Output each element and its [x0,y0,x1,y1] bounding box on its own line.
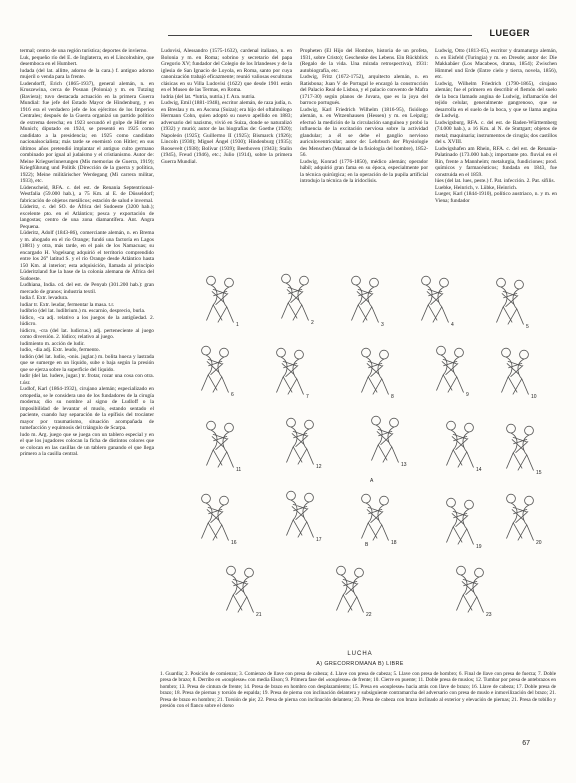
wrestler-head [507,424,516,433]
entry: ludión (del lat. ludio, -onis. juglar.) m. bolita hueca y lastrada que se sumerge en un líquido, sube o baja según la presión que se ejerza sobre la superficie del líquido. [20,353,154,373]
figure-number-label: 5 [526,324,529,330]
wrestling-pair [287,491,314,537]
figure-number-label: 12 [316,464,322,470]
entry: Ludlof, Karl (1864-1932), cirujano alemán; especializado en ortopedia, se le considera uno de los fundadores de la cirugía moderna; dio su nombre al signo de Ludloff o la imposibilidad de levantar el muslo, estando sentado el paciente, cuando hay separación de la epífisis del trocánter mayor por traumatismo, situación acompañada de tumefacción y equimosis del triángulo de Scarpa. [20,386,154,431]
figure-number-label: 15 [536,470,542,476]
wrestler-body [422,285,442,320]
entry: lúes (del lat. lues, peste.) f. Pat. infección. 2. Pat. sífilis. [435,178,555,184]
wrestling-pair [282,274,309,320]
wrestler-head [457,566,466,575]
wrestling-pair [507,424,534,470]
wrestler-body [362,357,382,392]
wrestler-body [287,500,307,535]
figure-number-label: 23 [486,612,492,618]
entry: ludada (del lat. allitte, adorno de la cara.) f. antiguo adorno mujeril o venda para la frente. [20,67,154,80]
entry: Ludwig, Otto (1813-65), escritor y dramaturgo alemán, n. en Eisfeld (Turingia) y m. en Dresde; autor de: Die Makkabäer (Los Macabeos, drama, 1854); Zwischen Himmel und Erde (Entre cielo y tierra, novela, 1856), etc. [435,48,557,80]
wrestling-pair [207,276,234,322]
running-head: LUEGER [489,28,530,38]
wrestler-head [422,276,431,285]
entry: Ludendorff, Erich (1865-1937), general alemán, n. en Kruszewina, cerca de Posnan (Polonia) y m. en Tutzing (Baviera); tuvo destacada actuación en la primera Guerra Mundial: fue jefe del Estado Mayor de Hindenburg, y en 1916 era el verdadero jefe de los ejércitos de los Imperios Centrales; después de la Guerra organizó un partido político de extrema derecha; en 1923 secundó el golpe de Hitler en Munich; diputado en 1924, se presentó en 1925 como candidato a la presidencia; en 1925 como candidato nacionalsocialista; más tarde se enemistó con Hitler; en sus últimos años pretendió implantar el antiguo culto germano combinado por igual al judaísmo y el cristianismo. Autor de: Meine Kriegserinnerungen (Mis memorias de Guerra, 1919); Kriegführung und Politik (Dirección de la guerra y política, 1922); Meine militärischer Werdegang (Mi carrera militar, 1933), etc. [20,80,154,184]
figure-number-label: 10 [531,394,537,400]
wrestler-head [502,348,511,357]
entry: Ludwig, Wilhelm Friedrich (1790-1865), cirujano alemán; fue el primero en describir el flemón del suelo de la boca llamado angina de Ludwig, inflamación del tejido celular, generalmente gangrenoso, que se desarrolla en el suelo de la boca, y que se llama angina de Ludwig. [435,80,557,119]
wrestler-head [300,276,309,285]
wrestler-head [525,496,534,505]
wrestler-head [475,568,484,577]
entry: Lüderitz, Adolf (1843-86), comerciante alemán, n. en Brema y m. ahogado en el río Orange; fundó una factoría en Lagos (1881) y otra, más tarde, en el país de los Namacuas; su encargado H. Vogelsang adquirió el territorio comprendido entre los 26° latitud S. y el río Orange desde Atlántico hasta 150 Km. al interior; esta adquisición, llamada al principio Lüderitzland fue la base de la colonia alemana de África del Sudoeste. [20,230,154,282]
wrestler-body [207,430,227,465]
wrestling-pair [372,416,399,462]
figure-number-label: 14 [476,467,482,473]
figure-number-label: 3 [381,322,384,328]
column-1 [20,48,154,763]
wrestler-body [447,430,467,465]
wrestling-figures-svg [160,256,560,648]
wrestling-pair [227,566,254,612]
figure-number-label: 18 [391,540,397,546]
figure-number-label: 21 [256,612,262,618]
entry: lúdicro, -cra (del lat. ludicrus.) adj. perteneciente al juego como diversión. 2. lúdico; relativo al juego. [20,327,154,340]
wrestler-body [337,575,357,610]
wrestling-pair [502,348,529,394]
wrestler-head [455,348,464,357]
wrestler-head [202,346,211,355]
wrestler-head [277,348,286,357]
wrestler-body [457,575,477,610]
entry: lúdico, -ca adj. relativo a los juegos de la antigüedad. 2. lúdicro. [20,314,154,327]
wrestler-body [437,355,457,390]
wrestler-head [507,494,516,503]
wrestler-head [440,278,449,287]
figure-caption: 1. Guardia; 2. Posición de comienzo; 3. Comienzo de llave con presa de cabeza; 4. Llave con presa de cabeza; 5. Llave con presa de hombro; 6. Final de llave con presa de fuerza; 7. Doble presa de brazo; 8. Derribo en «souplesse» con media Elson; 9. Primera fase del «souplesse» de frente; 10. Cierre en puente; 11. Doble presa de muslos; 12. Tumbar por presa de antebrazos en hombro; 13. Presa de cintura de frente; 14. Presa de brazo en hombro con desplazamiento; 15. Presa en «souplesse» hacia atrás con llave de brazo; 16. Llave de cabeza; 17. Doble presa de brazo; 18. Presa de piernas y torsión de espalda; 19. Presa de pierna con inclinación delantera y subsiguiente contramarcha del adversario con presa de muslo e inmovilización del brazo; 21. Presa de brazo en hombro; 21. Torsión de pie; 22. Presa de pierna con inclinación delantera; 23. Presa de cabeza con brazo inclinado al exterior y elevación de piernas; 21. Presa de tobillo y presión con el flanco sobre el dorso [160,671,556,710]
entry: Lüderitz, c. del SO. de África del Sudoeste (3200 hab.); excelente pto. en el Atlántico; pesca y exportación de langostas; centro de una zona diamantífera. Ant. Angra Pequena. [20,204,154,230]
wrestling-pair [447,421,474,467]
figure-number-label: 22 [366,612,372,618]
entry: ludiar tr. Extr. leudar, fermentar la masa. t.r. [20,301,115,308]
figure-number-label: 20 [536,540,542,546]
wrestler-body [372,425,392,460]
wrestler-head [380,496,389,505]
wrestler-head [525,426,534,435]
figure-number-label: 9 [466,392,469,398]
wrestler-head [207,421,216,430]
wrestling-pair [437,346,464,392]
entry: Ludhiana, India. cd. del est. de Penyab (301.200 hab.): gran mercado de granos; industria textil. [20,282,154,295]
entry: Ludwig, Konrad (1776-1850), médico alemán; operador hábil; adquirió gran fama en su época, especialmente por la técnica quirúrgica; en la operación de la pupila artificial introdujo la técnica de la iridoclisis. [300,158,428,184]
figure-number-label: 4 [451,322,454,328]
wrestler-head [352,276,361,285]
entry: termal; centro de una región turística; deportes de invierno. [20,48,148,54]
entry: Lueger, Karl (1844-1910), político austriaco, n. y m. en Viena; fundador [435,191,557,204]
wrestler-head [305,493,314,502]
entry: Ludwig, Karl Friedrich Wilhelm (1816-95), fisiólogo alemán, n. en Witzenhausen (Hessen) y m. en Leipzig; efectuó la medición de la circulación sanguínea y probó la influencia de la excitación nerviosa sobre la actividad glandular; a él se debe el ganglio nervioso auriculoventricular; autor de: Lehrbuch der Physiologie des Menschen (Manual de la fisiología del hombre), 1852-56. [300,106,428,158]
wrestling-pair [507,494,534,540]
wrestling-pair [362,494,389,540]
wrestler-head [372,416,381,425]
wrestler-head [245,568,254,577]
wrestler-head [465,500,474,509]
figure-number-label: 11 [236,467,242,473]
wrestling-pair [497,278,524,324]
wrestler-head [220,496,229,505]
wrestler-head [287,418,296,427]
wrestler-head [520,350,529,359]
column-2 [161,48,292,258]
wrestler-head [287,491,296,500]
wrestler-head [225,423,234,432]
entry: Ludwigshafen am Rhein, RFA. c. del est. de Renania-Palatinado (173.000 hab.); importante pto. fluvial en el Rin, frente a Mannheim; metalurgia, fundiciones; prod. químicos y farmacéuticos; fundada en 1843, fue construida en el 1859. [435,145,557,178]
figure-section-label: B [365,542,369,548]
wrestling-pair [277,348,304,394]
wrestler-head [362,348,371,357]
wrestler-head [447,498,456,507]
entry: Ludwig, Emil (1881-1948), escritor alemán, de raza judía, n. en Breslau y m. en Ascona (Suiza); era hijo del oftalmólogo Hermann Cohn, quien adoptó su nuevo apellido en 1883; adversario del nazismo, vivió en Suiza, donde se naturalizó (1932) y murió; autor de las biografías de: Goethe (1920); Napoleón (1925); Guillermo II (1925); Bismarck (1926); Lincoln (1930); Miguel Ángel (1930); Hindenburg (1935); Roosevelt (1938); Bolívar (1939); Beethoven (1943); Stalin (1945), Freud (1946), etc.; Julio (1914), sobre la primera Guerra Mundial. [161,100,292,165]
wrestler-head [355,568,364,577]
wrestler-head [202,494,211,503]
wrestling-pair [202,346,229,392]
wrestler-head [282,274,291,283]
wrestler-body [502,357,522,392]
wrestling-pair [457,566,484,612]
entry: Luk, pequeño río del E. de Inglaterra, en el Lincolnshire, que desemboca en el Humbert. [20,54,154,67]
wrestling-pair [422,276,449,322]
page-number: 67 [522,740,530,747]
entry: ludir (del lat. ludere, jugar.) tr. frotar, rozar una cosa con otra. t.úsr. [20,373,154,386]
wrestler-body [277,357,297,392]
entry: ludo m. Arg. juego que se juega con un tablero especial y en el que los jugadores colocan la ficha de distintos colores que se colocan en las casillas de un tablero ganando el que llega primero a la casilla central. [20,431,154,457]
wrestler-head [380,350,389,359]
wrestler-head [447,421,456,430]
figure-number-label: 2 [311,320,314,326]
wrestler-head [497,278,506,287]
wrestling-pair [352,276,379,322]
wrestler-head [465,423,474,432]
figure-number-label: 13 [401,462,407,468]
column-4 [435,48,557,258]
wrestler-body [447,507,467,542]
wrestler-body [497,287,517,322]
wrestler-head [207,276,216,285]
wrestler-head [370,278,379,287]
wrestler-head [295,350,304,359]
figure-number-label: 6 [231,392,234,398]
wrestler-body [282,283,302,318]
wrestler-head [225,278,234,287]
entry: ludria (del lat. *lutria, nutria.) f. Ara. nutria. [161,93,256,100]
wrestling-pair [202,494,229,540]
running-header [0,28,576,42]
wrestler-body [207,285,227,320]
wrestler-body [352,285,372,320]
entry: ludimiento m. acción de ludir. [20,340,85,347]
wrestler-head [390,418,399,427]
figure-title: LUCHA [347,651,373,657]
wrestling-pair [447,498,474,544]
wrestler-head [515,280,524,289]
wrestler-body [287,427,307,462]
wrestling-pair [362,348,389,394]
figure-number-label: 19 [476,544,482,550]
wrestler-head [337,566,346,575]
wrestling-illustration [160,256,560,648]
wrestler-body [227,575,247,610]
wrestler-body [507,503,527,538]
entry: ludio, -dia adj. Extr. leudo, fermento. [20,347,100,353]
wrestler-body [507,433,527,468]
column-3 [300,48,428,258]
wrestler-head [362,494,371,503]
wrestling-pair [337,566,364,612]
figure-number-label: 8 [391,394,394,400]
entry: Lüdenscheid, RFA. c. del est. de Renania Septentrional-Westfalia (59.000 hab.), a 75 Km. al E. de Düsseldorf; fabricación de objetos metálicos; estación de salud e invernal. [20,184,154,204]
figure-number-label: 16 [231,540,237,546]
figure-subtitle: A) GRECORROMANA B) LIBRE [316,661,404,667]
entry: Luebke, Heinrich, v. Lübke, Heinrich. [435,184,518,191]
wrestler-head [227,566,236,575]
figure-section-label: A [370,478,374,484]
figure-number-label: 17 [316,537,322,543]
entry: ludia f. Extr. levadura. [20,295,69,301]
header-rule [168,35,472,36]
entry: ludibrio (del lat. ludibrium.) m. escarnio, desprecio, burla. [20,308,146,314]
entry: Propheten (El Hijo del Hombre, historia de un profeta, 1931, sobre Cristo); Geschenke des Lebens. Ein Rückblick (Regalo de la vida. Una mirada retrospectiva), 1931: autobiografía, etc. [300,48,428,74]
entry: Ludovisi, Alessandro (1575-1632), cardenal italiano, n. en Bolonia y m. en Roma; sobrino y secretario del papa Gregorio XV; fundador del Colegio de los Irlandeses y de la iglesia de San Ignacio de Loyola, en Roma, santo por cuya canonización trabajó eficazmente; reunió valiosas esculturas clásicas en su Villa Ludovisi (1622) que desde 1901 están en el Museo de las Termas, en Roma. [161,48,292,93]
figure-number-label: 7 [306,394,309,400]
wrestler-body [362,503,382,538]
figure-number-label: 1 [236,322,239,328]
entry: Ludwig, Fritz (1672-1752), arquitecto alemán, n. en Ratisbona; Juan V de Portugal le encargó la construcción del Palacio Real de Lisboa, y el palacio convento de Mafra (1717-30) según planos de Juvara, que es la joya del barroco portugués. [300,74,428,106]
entry: Ludwigsburg, RFA. c. del est. de Baden-Württemberg (74.000 hab.), a 16 Km. al N. de Stuttgart; objetos de metal; maquinaria; instrumentos de cirugía; dos castillos del s. XVIII. [435,119,557,145]
wrestler-head [220,348,229,357]
wrestler-body [202,355,222,390]
wrestling-pair [207,421,234,467]
wrestler-body [202,503,222,538]
wrestler-head [305,420,314,429]
wrestler-head [437,346,446,355]
wrestling-pair [287,418,314,464]
